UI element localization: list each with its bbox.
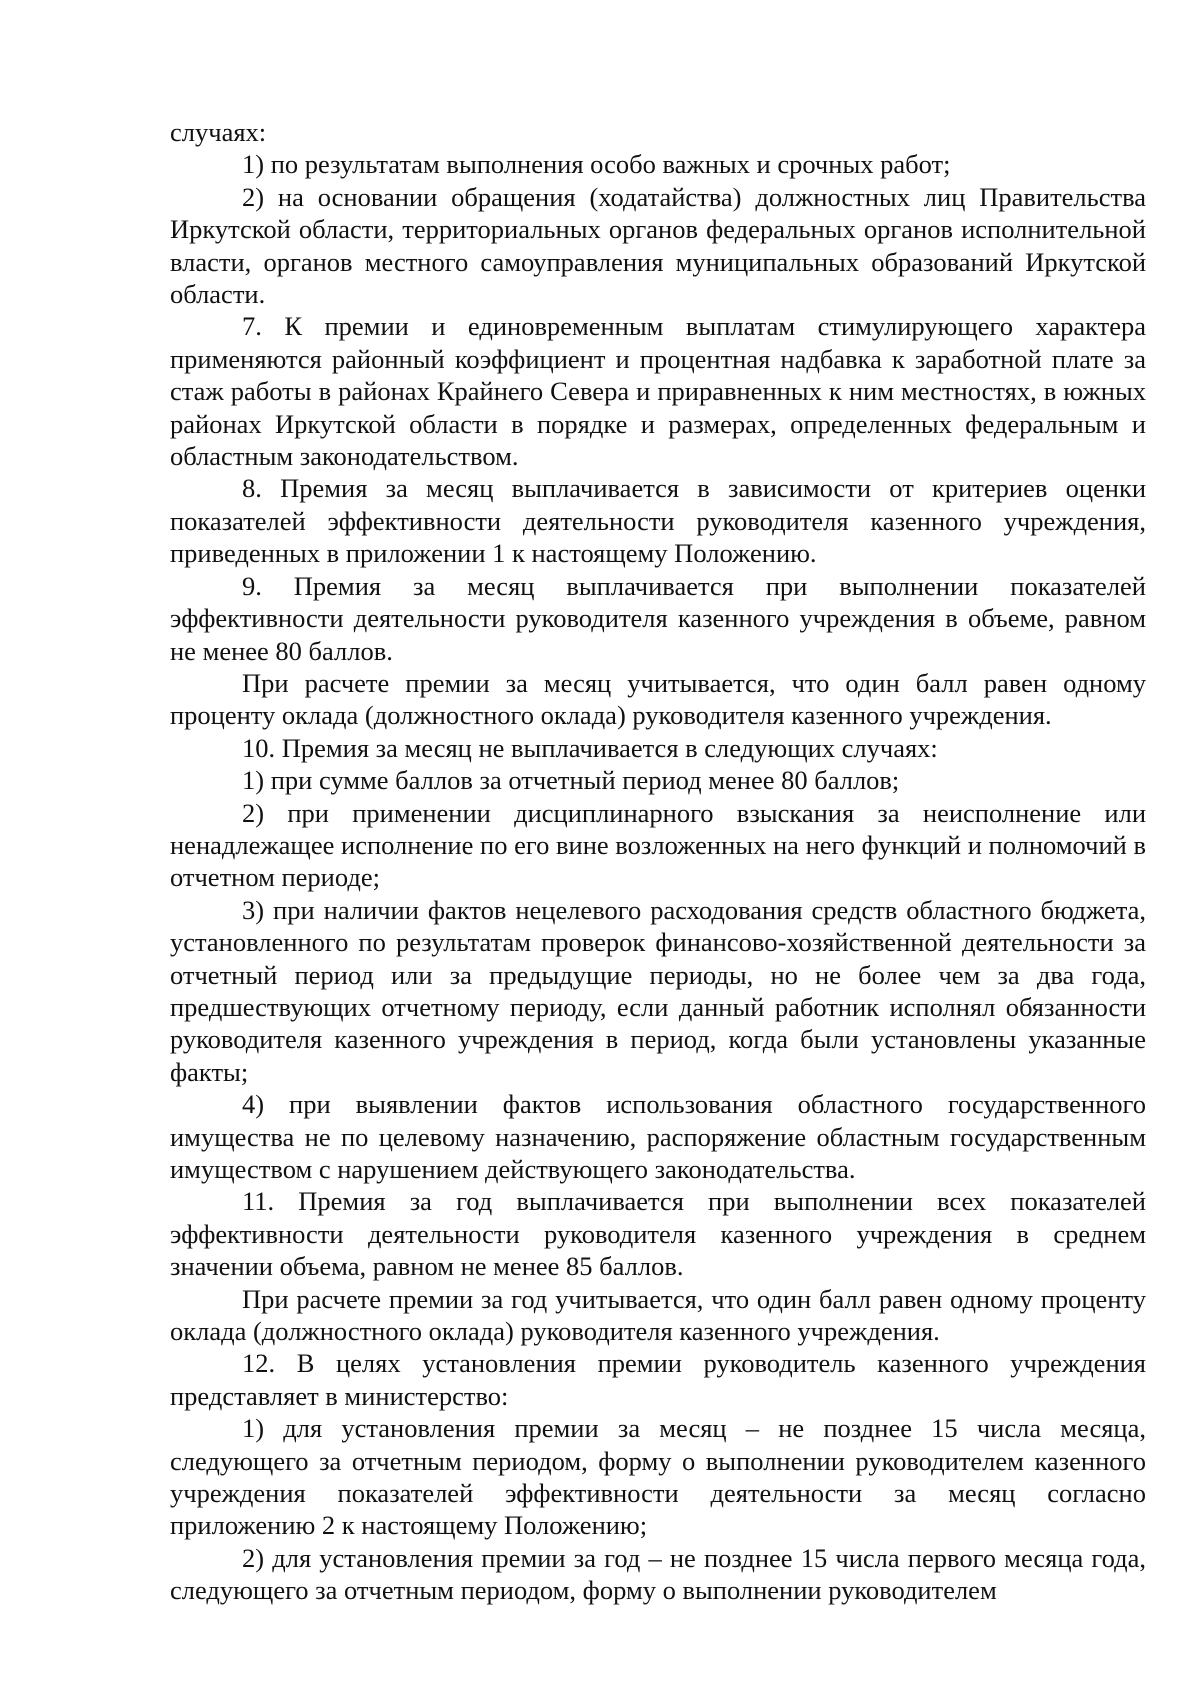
paragraph-clause-8: 8. Премия за месяц выплачивается в зависимости от критериев оценки показателей эффективности деятельности руководителя казенного учреждения, приведенных в приложении 1 к настоящему Положению. xyxy=(170,473,1146,569)
paragraph-clause-12-item-2: 2) для установления премии за год – не позднее 15 числа первого месяца года, следующего за отчетным периодом, форму о выполнении руководителем xyxy=(170,1542,1146,1606)
paragraph-clause-10-item-2: 2) при применении дисциплинарного взыскания за неисполнение или ненадлежащее исполнение по его вине возложенных на него функций и полномочий в отчетном периоде; xyxy=(170,797,1146,893)
paragraph-clause-10: 10. Премия за месяц не выплачивается в следующих случаях: xyxy=(242,732,938,763)
paragraph-clause-10-item-4: 4) при выявлении фактов использования областного государственного имущества не по целевому назначению, распоряжение областным государственным имуществом с нарушением действующего законодательства. xyxy=(170,1089,1146,1184)
paragraph-clause-9: 9. Премия за месяц выплачивается при выполнении показателей эффективности деятельности руководителя казенного учреждения в объеме, равном не менее 80 баллов. xyxy=(170,570,1146,666)
paragraph-clause-9-calculation: При расчете премии за месяц учитывается, что один балл равен одному проценту оклада (должностного оклада) руководителя казенного учреждения. xyxy=(170,667,1146,731)
paragraph-clause-12-item-1: 1) для установления премии за месяц – не позднее 15 числа месяца, следующего за отчетным периодом, форму о выполнении руководителем казенного учреждения показателей эффективности деятельности за месяц согласно приложению 2 к настоящему Положению; xyxy=(170,1413,1146,1541)
paragraph-clause-10-item-1: 1) при сумме баллов за отчетный период менее 80 баллов; xyxy=(242,765,900,796)
paragraph-item-2-petition: 2) на основании обращения (ходатайства) должностных лиц Правительства Иркутской области, территориальных органов федеральных органов исполнительной власти, органов местного самоуправления муниципальных образований Иркутской области. xyxy=(170,181,1146,310)
paragraph-clause-11: 11. Премия за год выплачивается при выполнении всех показателей эффективности деятельности руководителя казенного учреждения в среднем значении объема, равном не менее 85 баллов. xyxy=(170,1186,1146,1282)
paragraph-cases-continuation: случаях: xyxy=(170,117,267,147)
paragraph-clause-12: 12. В целях установления премии руководитель казенного учреждения представляет в министерство: xyxy=(170,1348,1146,1411)
document-page xyxy=(170,116,1146,1607)
paragraph-clause-7: 7. К премии и единовременным выплатам стимулирующего характера применяются районный коэффициент и процентная надбавка к заработной плате за стаж работы в районах Крайнего Севера и приравненных к ним местностях, в южных районах Иркутской области в порядке и размерах, определенных федеральным и областным законодательством. xyxy=(170,311,1146,472)
paragraph-item-1-urgent-works: 1) по результатам выполнения особо важных и срочных работ; xyxy=(242,149,951,180)
paragraph-clause-10-item-3: 3) при наличии фактов нецелевого расходования средств областного бюджета, установленного по результатам проверок финансово-хозяйственной деятельности за отчетный период или за предыдущие периоды, но не более чем за два года, предшествующих отчетному периоду, если данный работник исполнял обязанности руководителя казенного учреждения в период, когда были установлены указанные факты; xyxy=(170,894,1146,1087)
paragraph-clause-11-calculation: При расчете премии за год учитывается, что один балл равен одному проценту оклада (должностного оклада) руководителя казенного учреждения. xyxy=(170,1283,1146,1347)
